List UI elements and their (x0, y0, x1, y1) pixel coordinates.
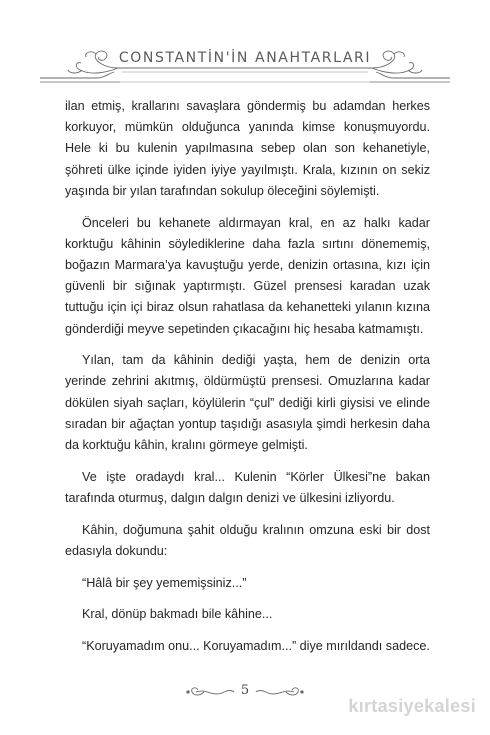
paragraph: Kâhin, doğumuna şahit olduğu kralının omzuna eski bir dost edasıyla dokundu: (65, 522, 430, 558)
paragraph: “Hâlâ bir şey yememişsiniz...” (82, 575, 247, 590)
paragraph: Yılan, tam da kâhinin dediği yaşta, hem de denizin orta yerinde zehrini akıtmış, öldürmüştü prensesi. Omuzlarına kadar dökülen siyah saçları, köylülerin “çul” dediği kirli giysisi ve elinde sıradan bir ağaçtan yontup taşıdığı asasıyla şimdi herkesin daha da korktuğu kâhin, kralını görmeye gelmişti. (65, 353, 430, 453)
watermark: kırtasiyekalesi (348, 696, 476, 716)
paragraph: Önceleri bu kehanete aldırmayan kral, en az halkı kadar korktuğu kâhinin söylediklerine daha fazla sırtını dönememiş, boğazın Marmara’ya kavuştuğu yerde, denizin ortasına, kızı için güvenli bir sığınak yaptırmıştı. Güzel prensesi karadan uzak tuttuğu için içi biraz olsun rahatlasa da kehanetteki yılanın kızına gönderdiği meyve sepetinden çıkacağını hiç hesaba katmamıştı. (65, 215, 430, 336)
running-title: CONSTANTİN'İN ANAHTARLARI (118, 50, 372, 66)
paragraph: ilan etmiş, krallarını savaşlara göndermiş bu adamdan herkes korkuyor, mümkün olduğunca yanında kimse konuşmuyordu. Hele ki bu kulenin yapılmasına sebep olan son kehanetiyle, şöhreti ülke içinde iyiden iyiye yayılmıştı. Krala, kızının on sekiz yaşında bir yılan tarafından sokulup öleceğini söylemişti. (65, 99, 430, 198)
paragraph: Kral, dönüp bakmadı bile kâhine... (82, 607, 273, 622)
body-text (65, 96, 430, 668)
page-header (0, 30, 490, 90)
page-number: 5 (240, 683, 250, 698)
paragraph: “Koruyamadım onu... Koruyamadım...” diye mırıldandı sadece. (82, 638, 430, 653)
paragraph: Ve işte oradaydı kral... Kulenin “Körler Ülkesi”ne bakan tarafında oturmuş, dalgın dalgın denizi ve ülkesini izliyordu. (65, 469, 430, 505)
